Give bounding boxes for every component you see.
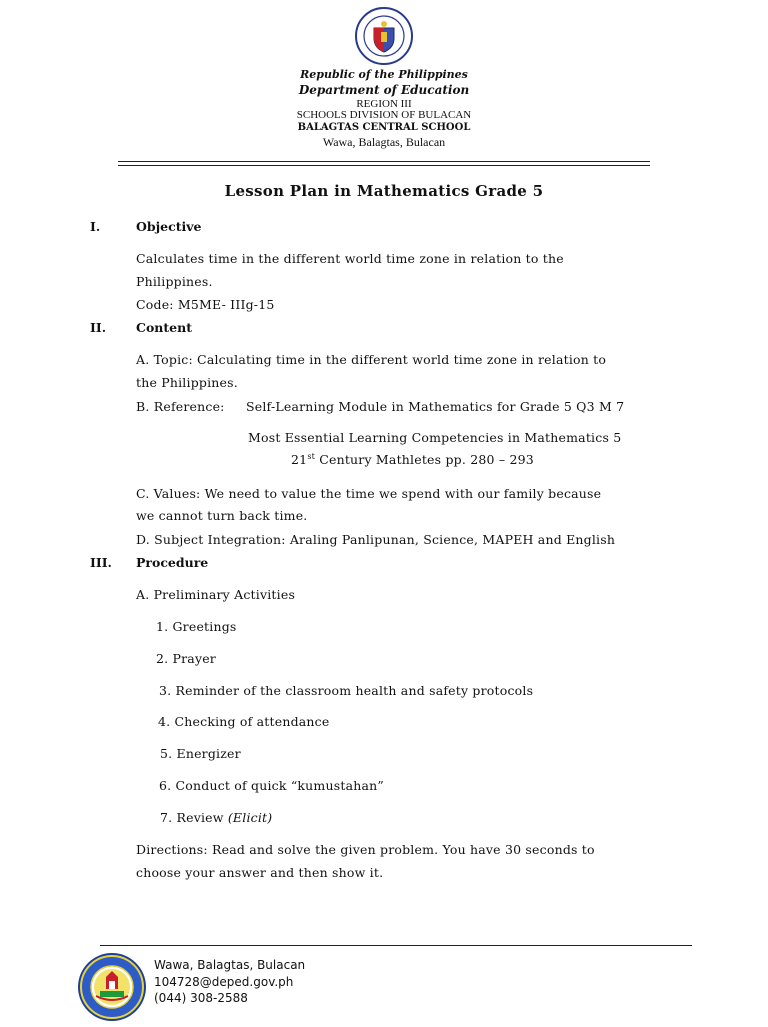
header-republic: Republic of the Philippines: [300, 68, 468, 81]
content-reference-label: B. Reference:: [136, 399, 225, 414]
section-heading-procedure: Procedure: [136, 555, 209, 570]
procedure-directions-cont: choose your answer and then show it.: [136, 865, 384, 880]
review-note: (Elicit): [227, 810, 273, 825]
content-topic-cont: the Philippines.: [136, 375, 238, 390]
section-heading-content: Content: [136, 320, 192, 335]
review-label: 7. Review: [160, 810, 224, 825]
objective-text: Calculates time in the different world time zone in relation to the: [136, 251, 564, 266]
header-address: Wawa, Balagtas, Bulacan: [322, 135, 446, 149]
section-number-objective: I.: [90, 219, 101, 234]
header-division: SCHOOLS DIVISION OF BULACAN: [296, 109, 472, 121]
content-reference-1: Self-Learning Module in Mathematics for Grade 5 Q3 M 7: [246, 399, 625, 414]
procedure-item: 5. Energizer: [160, 746, 241, 761]
footer-address: Wawa, Balagtas, Bulacan: [154, 958, 306, 972]
procedure-item: 2. Prayer: [156, 651, 216, 666]
content-reference-3: 21st Century Mathletes pp. 280 – 293: [291, 452, 534, 468]
section-heading-objective: Objective: [136, 219, 202, 234]
header-rule-top: [118, 161, 650, 162]
section-number-content: II.: [90, 320, 107, 335]
procedure-item: 6. Conduct of quick “kumustahan”: [159, 778, 384, 793]
content-integration: D. Subject Integration: Araling Panlipunan, Science, MAPEH and English: [136, 532, 616, 547]
procedure-item: 3. Reminder of the classroom health and safety protocols: [159, 683, 534, 698]
header-department: Department of Education: [298, 83, 470, 97]
footer-email[interactable]: 104728@deped.gov.ph: [154, 975, 294, 989]
header-rule-bottom: [118, 165, 650, 166]
section-number-procedure: III.: [90, 555, 112, 570]
procedure-directions: Directions: Read and solve the given problem. You have 30 seconds to: [136, 842, 595, 857]
procedure-item: 4. Checking of attendance: [158, 714, 330, 729]
content-values-cont: we cannot turn back time.: [136, 508, 308, 523]
page-title: Lesson Plan in Mathematics Grade 5: [224, 182, 544, 200]
footer-rule: [100, 945, 692, 946]
deped-seal: [354, 6, 414, 66]
header-region: REGION III: [356, 98, 412, 110]
content-reference-2: Most Essential Learning Competencies in Mathematics 5: [248, 430, 622, 445]
procedure-item-review: [160, 810, 272, 825]
procedure-preliminary: A. Preliminary Activities: [136, 587, 296, 602]
objective-text-cont: Philippines.: [136, 274, 213, 289]
header-school: BALAGTAS CENTRAL SCHOOL: [297, 122, 471, 133]
school-logo: [76, 951, 148, 1023]
content-values: C. Values: We need to value the time we spend with our family because: [136, 486, 602, 501]
footer-phone: (044) 308-2588: [154, 991, 248, 1005]
objective-code: Code: M5ME- IIIg-15: [136, 297, 275, 312]
procedure-item: 1. Greetings: [156, 619, 237, 634]
content-topic: A. Topic: Calculating time in the different world time zone in relation to: [136, 352, 607, 367]
